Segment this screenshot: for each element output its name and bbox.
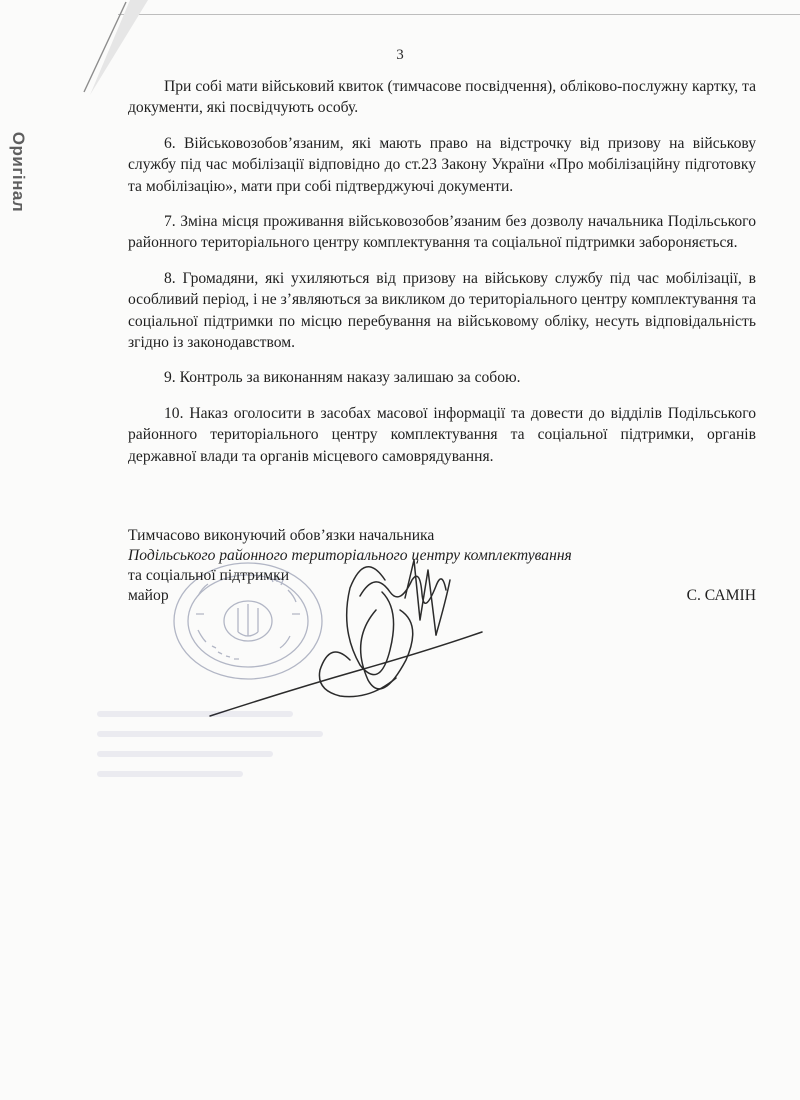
document-body <box>128 76 756 481</box>
signatory-title: Тимчасово виконуючий обов’язки начальника <box>128 527 435 544</box>
signatory-rank: майор <box>128 587 169 604</box>
original-watermark <box>6 94 30 254</box>
paragraph-7: 7. Зміна місця проживання військовозобов’язаним без дозволу начальника Подільського районного територіального центру комплектування та соціальної підтримки забороняється. <box>128 213 756 252</box>
signatory-organization: Подільського районного територіального центру комплектування <box>128 547 572 564</box>
reverse-side-bleed <box>90 700 370 790</box>
signatory-name: С. САМІН <box>686 587 756 604</box>
paragraph-6: 6. Військовозобов’язаним, які мають право на відстрочку від призову на військову службу під час мобілізації відповідно до ст.23 Закону України «Про мобілізаційну підготовку та мобілізацію», мати при собі підтверджуючі документи. <box>128 134 756 195</box>
page-number: 3 <box>396 47 404 63</box>
rank-name-row <box>128 586 756 606</box>
paragraph-documents: При собі мати військовий квиток (тимчасове посвідчення), обліково-послужну картку, та документи, які посвідчують особу. <box>128 78 756 117</box>
signatory-organization-cont: та соціальної підтримки <box>128 567 290 584</box>
signature-block <box>128 526 756 606</box>
paragraph-8: 8. Громадяни, які ухиляються від призову на військову службу під час мобілізації, в особливий період, і не з’являються за викликом до територіального центру комплектування та соціальної підтримки по місцю перебування на військовому обліку, несуть відповідальність згідно із законодавством. <box>128 269 756 352</box>
scan-edge-line <box>118 14 800 15</box>
original-watermark-text: Оригінал <box>9 131 28 213</box>
paragraph-10: 10. Наказ оголосити в засобах масової інформації та довести до відділів Подільського районного територіального центру комплектування та соціальної підтримки, органів державної влади та органів місцевого самоврядування. <box>128 404 756 465</box>
paragraph-9: 9. Контроль за виконанням наказу залишаю за собою. <box>164 369 521 387</box>
